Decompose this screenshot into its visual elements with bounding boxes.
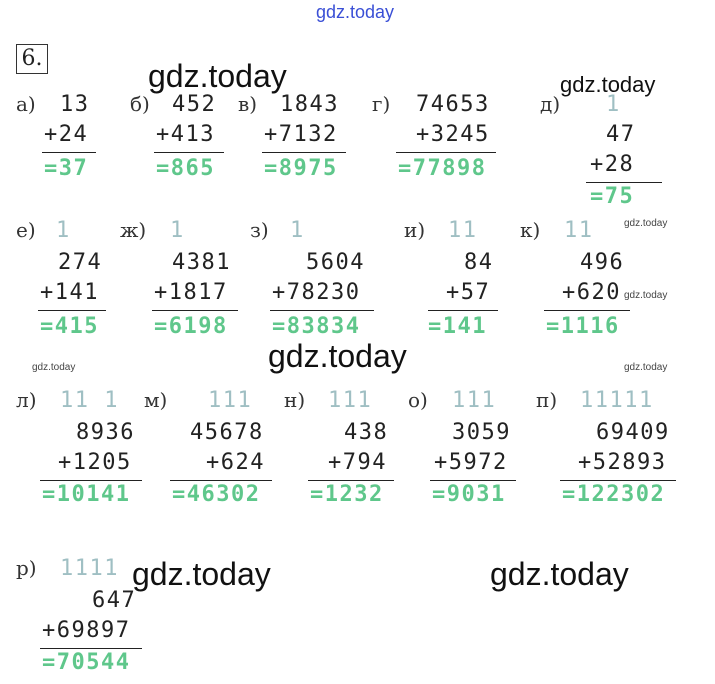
sum-line [170,480,272,481]
first-addend: 45678 [190,420,264,445]
problem-label: з) [250,218,269,242]
sum-line [430,480,516,481]
watermark-small-4: gdz.today [624,362,668,373]
problem-label: и) [404,218,426,242]
carry-digits: 1 [290,218,305,243]
watermark-5: gdz.today [490,556,629,592]
second-addend: +1817 [154,280,228,305]
sum-result: =9031 [432,482,506,507]
problem-label: п) [536,388,558,412]
sum-result: =1232 [310,482,384,507]
sum-line [428,310,498,311]
first-addend: 3059 [452,420,511,445]
problem-label: н) [284,388,306,412]
sum-line [40,648,142,649]
sum-result: =83834 [272,314,361,339]
first-addend: 74653 [416,92,490,117]
carry-digits: 1111 [60,556,119,581]
problem-label: л) [16,388,37,412]
watermark-3: gdz.today [268,338,407,374]
carry-digits: 111 [208,388,253,413]
carry-digits: 1 [606,92,621,117]
second-addend: +5972 [434,450,508,475]
sum-line [544,310,630,311]
first-addend: 1843 [280,92,339,117]
first-addend: 47 [606,122,636,147]
carry-digits: 1 [56,218,71,243]
second-addend: +794 [328,450,387,475]
first-addend: 13 [60,92,90,117]
second-addend: +413 [156,122,215,147]
sum-result: =10141 [42,482,131,507]
sum-result: =141 [428,314,487,339]
sum-result: =122302 [562,482,666,507]
first-addend: 84 [464,250,494,275]
sum-line [38,310,106,311]
sum-line [152,310,238,311]
watermark-1: gdz.today [148,58,287,94]
second-addend: +624 [206,450,265,475]
watermark-small-2: gdz.today [624,290,668,301]
sum-line [40,480,142,481]
problem-label: а) [16,92,36,116]
first-addend: 647 [92,588,137,613]
first-addend: 5604 [306,250,365,275]
carry-digits: 11 1 [60,388,119,413]
problem-label: в) [238,92,258,116]
sum-line [308,480,394,481]
second-addend: +3245 [416,122,490,147]
second-addend: +7132 [264,122,338,147]
sum-result: =70544 [42,650,131,675]
carry-digits: 11111 [580,388,654,413]
problem-label: р) [16,556,37,580]
first-addend: 438 [344,420,389,445]
watermark-2: gdz.today [560,72,656,97]
problem-label: ж) [120,218,147,242]
second-addend: +28 [590,152,635,177]
sum-line [586,182,662,183]
problem-label: г) [372,92,391,116]
watermark-4: gdz.today [132,556,271,592]
sum-result: =6198 [154,314,228,339]
sum-line [262,152,346,153]
problem-label: е) [16,218,36,242]
second-addend: +52893 [578,450,667,475]
problem-label: д) [540,92,561,116]
problem-label: б) [130,92,150,116]
task-number: 6. [16,44,48,74]
carry-digits: 111 [328,388,373,413]
second-addend: +141 [40,280,99,305]
first-addend: 8936 [76,420,135,445]
second-addend: +1205 [58,450,132,475]
second-addend: +69897 [42,618,131,643]
first-addend: 452 [172,92,217,117]
carry-digits: 11 [564,218,594,243]
first-addend: 496 [580,250,625,275]
sum-result: =75 [590,184,635,209]
sum-result: =415 [40,314,99,339]
sum-line [396,152,496,153]
sum-line [42,152,96,153]
sum-result: =1116 [546,314,620,339]
sum-line [270,310,374,311]
sum-line [154,152,224,153]
first-addend: 4381 [172,250,231,275]
sum-result: =77898 [398,156,487,181]
sum-line [560,480,676,481]
watermark-small-3: gdz.today [32,362,76,373]
watermark-small-1: gdz.today [624,218,668,229]
problem-label: о) [408,388,428,412]
second-addend: +24 [44,122,89,147]
problem-label: к) [520,218,541,242]
first-addend: 69409 [596,420,670,445]
second-addend: +78230 [272,280,361,305]
sum-result: =37 [44,156,89,181]
carry-digits: 11 [448,218,478,243]
top-watermark: gdz.today [316,2,395,22]
second-addend: +620 [562,280,621,305]
carry-digits: 1 [170,218,185,243]
sum-result: =865 [156,156,215,181]
sum-result: =46302 [172,482,261,507]
second-addend: +57 [446,280,491,305]
carry-digits: 111 [452,388,497,413]
first-addend: 274 [58,250,103,275]
problem-label: м) [144,388,168,412]
sum-result: =8975 [264,156,338,181]
